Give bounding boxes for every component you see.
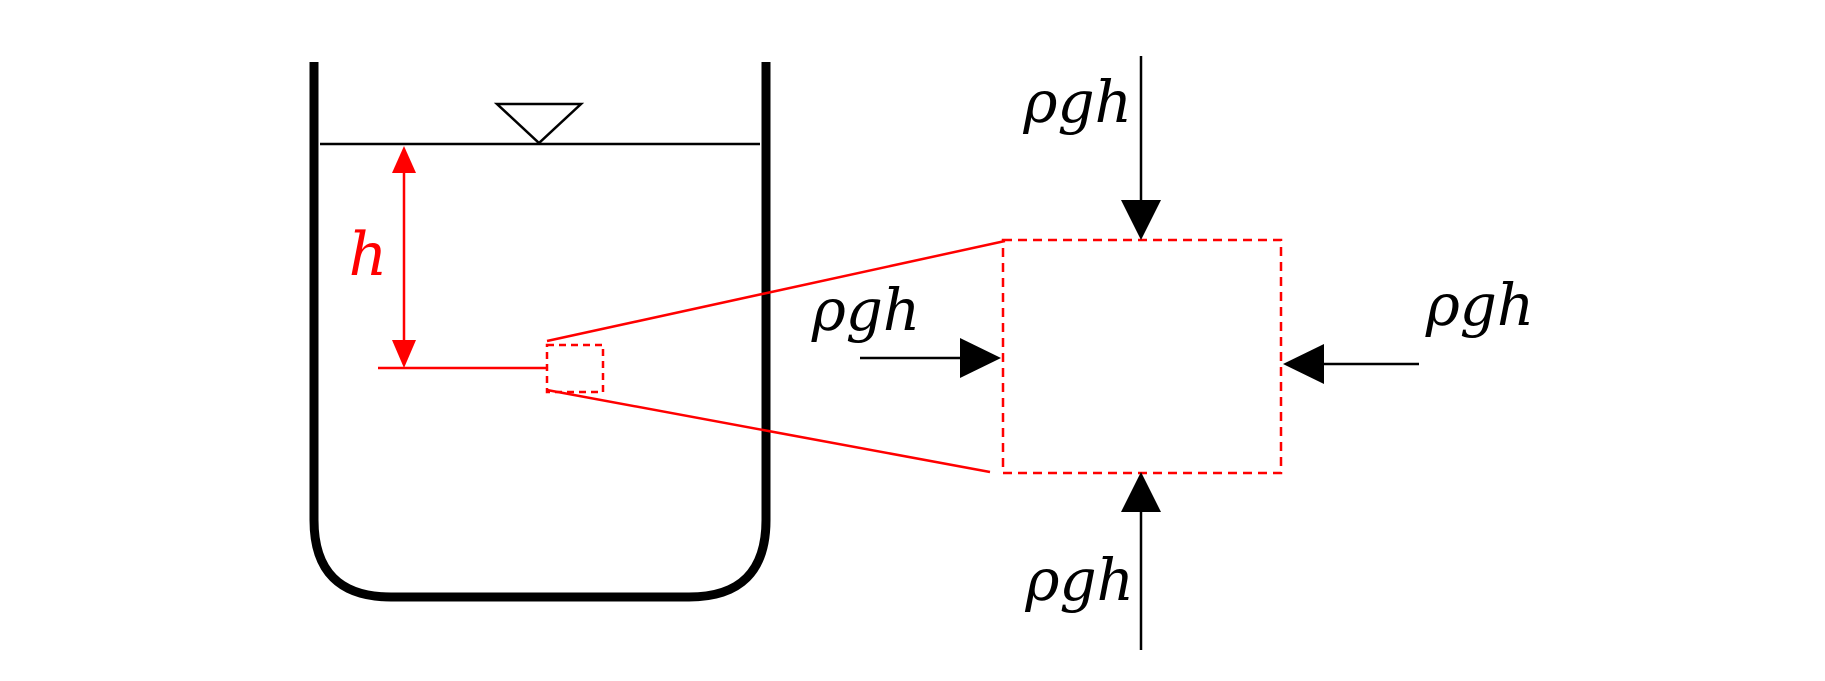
fluid-element-small xyxy=(547,345,603,392)
fluid-element-enlarged xyxy=(1003,240,1281,473)
pressure-arrow-bottom-head xyxy=(1121,472,1161,512)
depth-label: h xyxy=(348,220,388,290)
zoom-line-top xyxy=(547,241,1005,341)
pressure-label-left: ρgh xyxy=(811,276,921,344)
pressure-arrow-right-head xyxy=(1283,344,1324,384)
pressure-label-bottom: ρgh xyxy=(1025,546,1134,614)
free-surface-symbol xyxy=(497,104,581,143)
pressure-arrow-top-head xyxy=(1121,200,1161,240)
depth-arrowhead-bottom xyxy=(392,340,416,368)
pressure-arrow-left-head xyxy=(960,338,1001,378)
pressure-label-right: ρgh xyxy=(1425,271,1535,339)
depth-arrowhead-top xyxy=(392,146,416,173)
pressure-label-top: ρgh xyxy=(1023,68,1132,136)
